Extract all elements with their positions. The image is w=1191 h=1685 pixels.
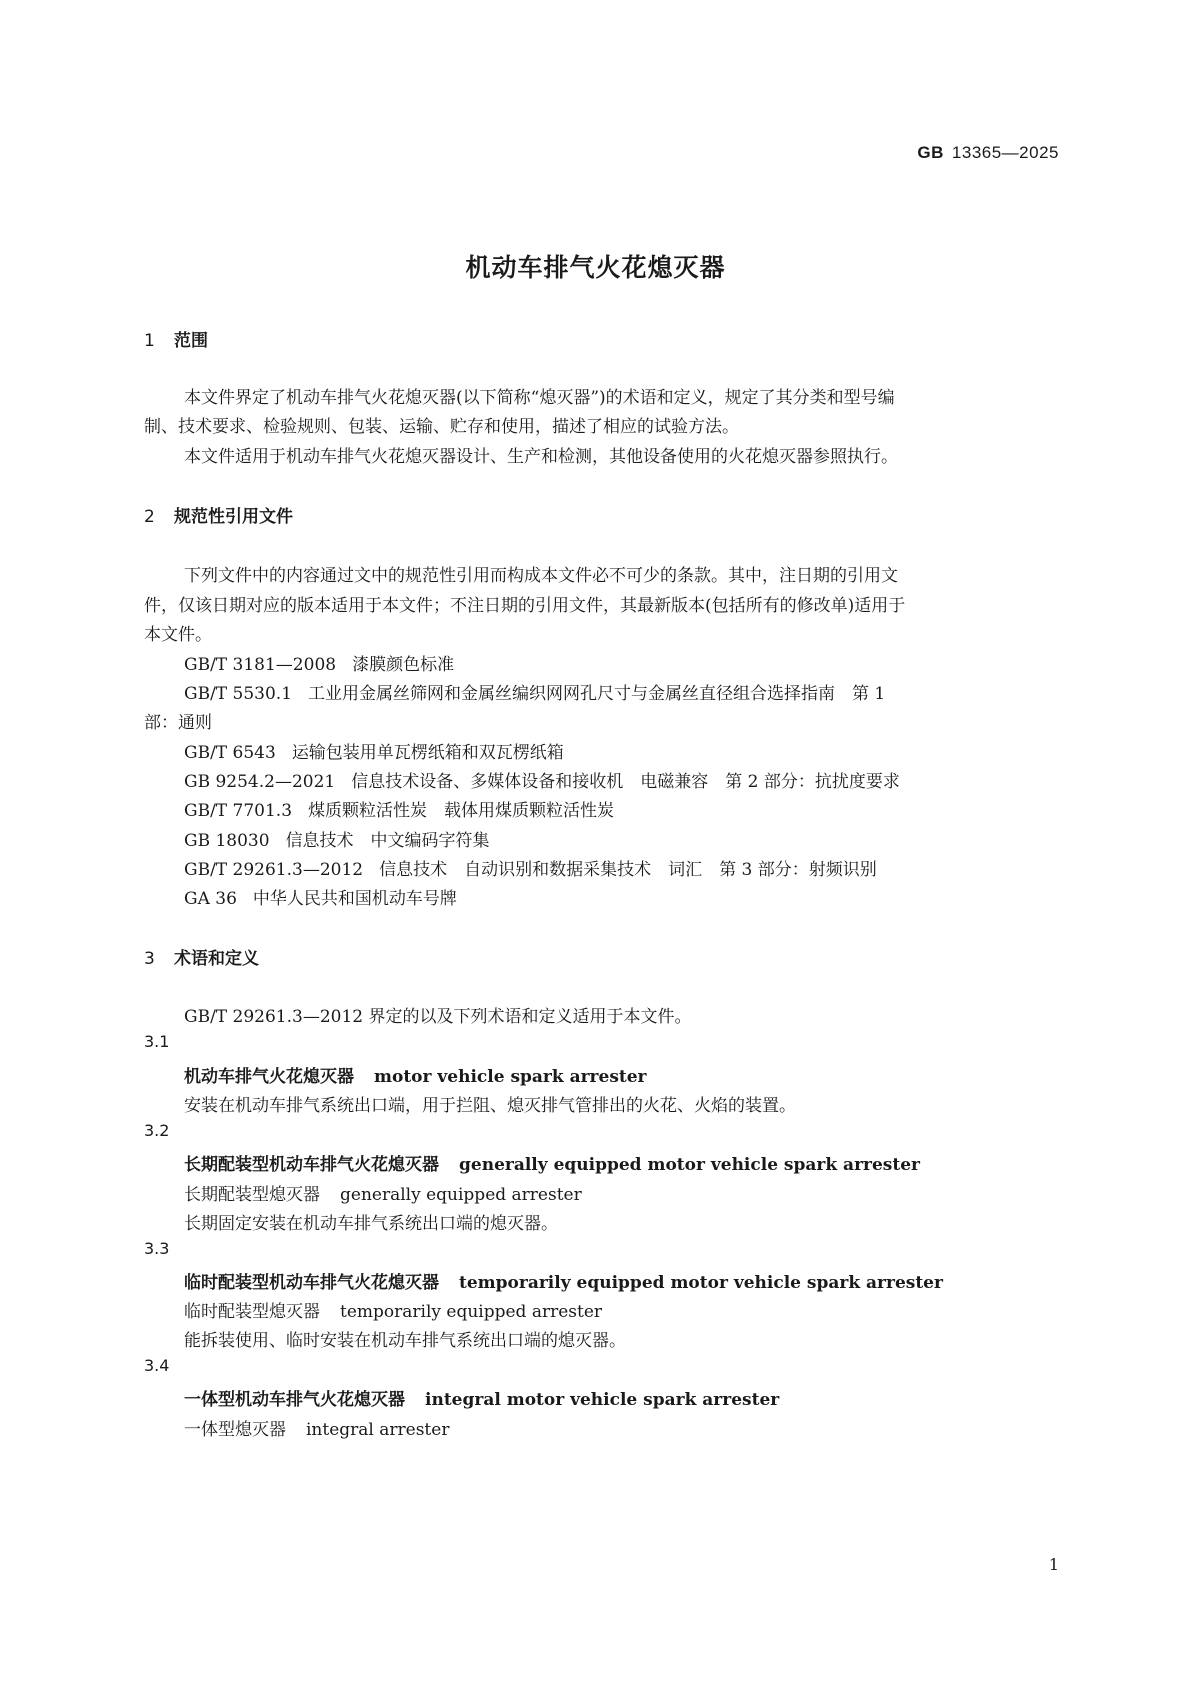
section-1-heading — [144, 326, 208, 351]
term-admitted — [184, 1415, 449, 1440]
standard-number-header — [917, 143, 1059, 163]
reference-code: GB 9254.2—2021 — [184, 772, 336, 792]
section-number: 3 — [144, 949, 155, 969]
term-heading — [184, 1062, 647, 1087]
scope-paragraph-2: 本文件适用于机动车排气火花熄灭器设计、生产和检测，其他设备使用的火花熄灭器参照执行。 — [184, 447, 898, 467]
reference-title: 中华人民共和国机动车号牌 — [252, 889, 457, 909]
scope-paragraph-1-line-1: 本文件界定了机动车排气火花熄灭器(以下简称“熄灭器”)的术语和定义，规定了其分类和型号编 — [184, 388, 895, 408]
reference-continuation: 部：通则 — [144, 713, 212, 733]
term-alt-zh: 长期配装型熄灭器 — [184, 1185, 320, 1205]
standard-number: 13365—2025 — [951, 143, 1059, 162]
reference-item — [184, 679, 885, 704]
reference-title: 漆膜颜色标准 — [352, 655, 455, 675]
reference-code: GB/T 6543 — [184, 743, 276, 763]
reference-title: 信息技术 中文编码字符集 — [285, 831, 490, 851]
scope-paragraph-1-line-2: 制、技术要求、检验规则、包装、运输、贮存和使用，描述了相应的试验方法。 — [144, 417, 739, 437]
term-admitted — [184, 1180, 582, 1205]
section-number: 2 — [144, 507, 155, 527]
reference-title: 运输包装用单瓦楞纸箱和双瓦楞纸箱 — [291, 743, 564, 763]
section-number: 1 — [144, 331, 155, 351]
reference-item — [184, 855, 877, 880]
page-number: 1 — [1048, 1555, 1059, 1574]
reference-item — [184, 650, 454, 675]
term-definition: 能拆装使用、临时安装在机动车排气系统出口端的熄灭器。 — [184, 1331, 626, 1351]
reference-item — [184, 767, 900, 792]
term-zh: 长期配装型机动车排气火花熄灭器 — [184, 1155, 439, 1175]
term-number: 3.4 — [144, 1356, 170, 1375]
section-title: 规范性引用文件 — [174, 507, 293, 527]
term-alt-en: integral arrester — [306, 1420, 450, 1440]
term-alt-zh: 一体型熄灭器 — [184, 1420, 286, 1440]
reference-code: GB/T 7701.3 — [184, 801, 293, 821]
reference-code: GB/T 5530.1 — [184, 684, 293, 704]
terms-intro: GB/T 29261.3—2012 界定的以及下列术语和定义适用于本文件。 — [184, 1007, 692, 1027]
term-alt-zh: 临时配装型熄灭器 — [184, 1302, 320, 1322]
reference-code: GB/T 29261.3—2012 — [184, 860, 364, 880]
reference-item — [184, 884, 457, 909]
reference-title: 信息技术 自动识别和数据采集技术 词汇 第 3 部分：射频识别 — [379, 860, 877, 880]
document-title: 机动车排气火花熄灭器 — [465, 253, 726, 282]
references-intro-line-2: 件，仅该日期对应的版本适用于本文件；不注日期的引用文件，其最新版本(包括所有的修改单)适用于 — [144, 596, 906, 616]
reference-item — [184, 826, 490, 851]
term-zh: 一体型机动车排气火花熄灭器 — [184, 1390, 405, 1410]
term-heading — [184, 1268, 943, 1293]
term-number: 3.1 — [144, 1032, 170, 1051]
references-intro-line-1: 下列文件中的内容通过文中的规范性引用而构成本文件必不可少的条款。其中，注日期的引用文 — [184, 566, 898, 586]
term-zh: 临时配装型机动车排气火花熄灭器 — [184, 1273, 439, 1293]
reference-item — [184, 738, 564, 763]
term-alt-en: generally equipped arrester — [340, 1185, 582, 1205]
term-en: temporarily equipped motor vehicle spark arrester — [459, 1273, 943, 1293]
section-title: 范围 — [174, 331, 208, 351]
term-heading — [184, 1150, 920, 1175]
term-number: 3.3 — [144, 1239, 170, 1258]
reference-code: GB 18030 — [184, 831, 270, 851]
term-heading — [184, 1385, 779, 1410]
references-intro-line-3: 本文件。 — [144, 625, 212, 645]
term-definition: 安装在机动车排气系统出口端，用于拦阻、熄灭排气管排出的火花、火焰的装置。 — [184, 1096, 796, 1116]
term-admitted — [184, 1297, 602, 1322]
term-alt-en: temporarily equipped arrester — [340, 1302, 603, 1322]
reference-code: GB/T 3181—2008 — [184, 655, 337, 675]
term-en: integral motor vehicle spark arrester — [425, 1390, 780, 1410]
reference-title: 信息技术设备、多媒体设备和接收机 电磁兼容 第 2 部分：抗扰度要求 — [351, 772, 900, 792]
section-title: 术语和定义 — [174, 949, 259, 969]
standard-prefix: GB — [917, 143, 944, 162]
term-en: generally equipped motor vehicle spark arrester — [459, 1155, 920, 1175]
term-zh: 机动车排气火花熄灭器 — [184, 1067, 354, 1087]
reference-item — [184, 796, 614, 821]
term-definition: 长期固定安装在机动车排气系统出口端的熄灭器。 — [184, 1214, 558, 1234]
section-2-heading — [144, 502, 293, 527]
term-en: motor vehicle spark arrester — [374, 1067, 647, 1087]
section-3-heading — [144, 944, 259, 969]
reference-title: 煤质颗粒活性炭 载体用煤质颗粒活性炭 — [308, 801, 615, 821]
reference-code: GA 36 — [184, 889, 237, 909]
reference-title: 工业用金属丝筛网和金属丝编织网网孔尺寸与金属丝直径组合选择指南 第 1 — [308, 684, 886, 704]
term-number: 3.2 — [144, 1121, 170, 1140]
